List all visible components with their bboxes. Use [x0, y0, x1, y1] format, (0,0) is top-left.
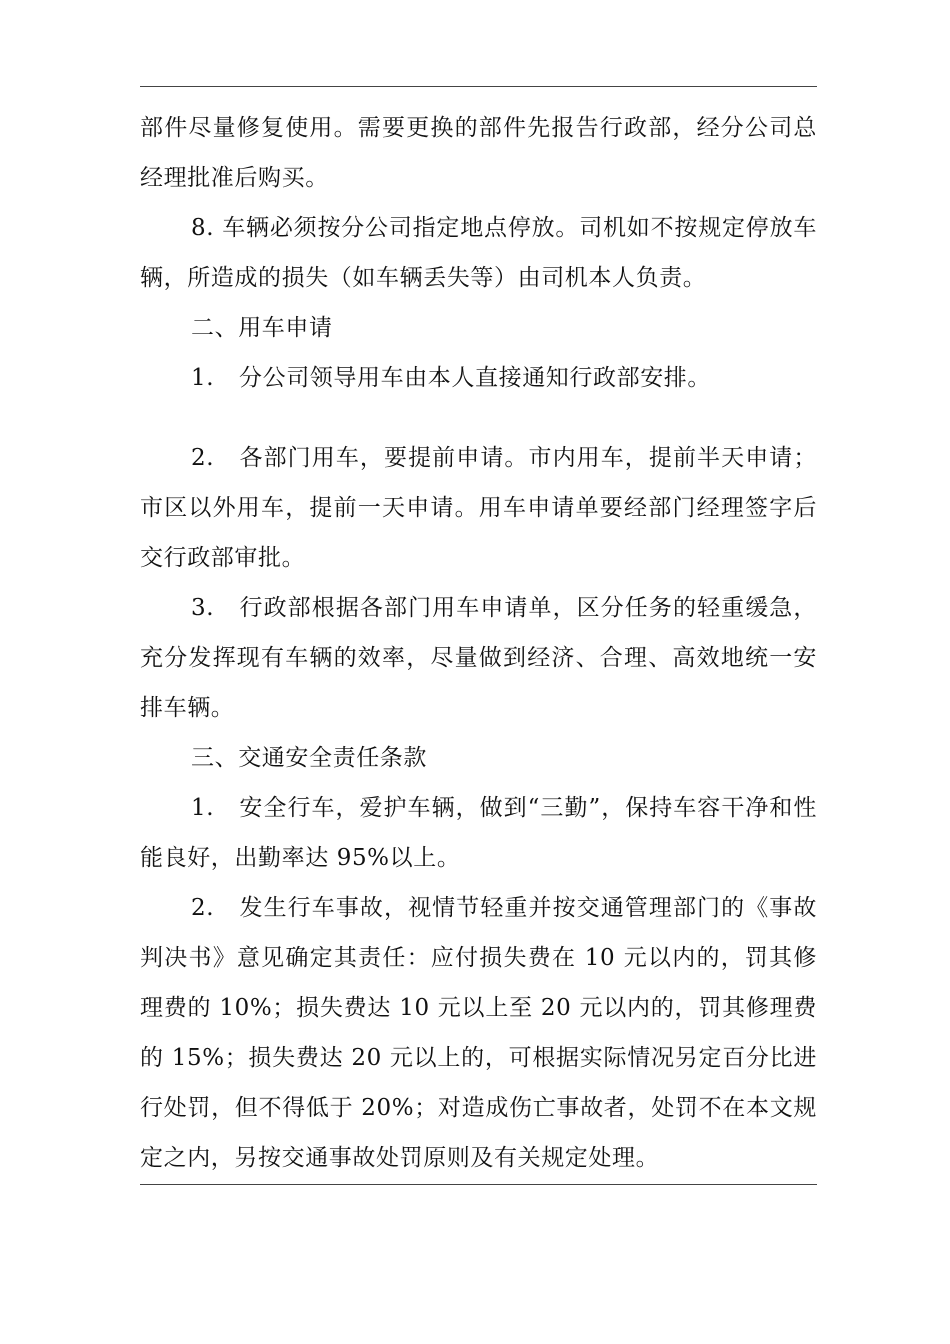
list-item [140, 883, 817, 1183]
header-rule [140, 86, 817, 87]
heading-text: 三、交通安全责任条款 [191, 745, 427, 771]
paragraph-text: 部件尽量修复使用。需要更换的部件先报告行政部，经分公司总经理批准后购买。 [140, 115, 817, 191]
list-item-number: 2. [191, 895, 215, 921]
paragraph-item-8 [140, 203, 817, 303]
list-item-number: 1. [191, 365, 215, 391]
list-item-text: 行政部根据各部门用车申请单，区分任务的轻重缓急，充分发挥现有车辆的效率，尽量做到经济、合理、高效地统一安排车辆。 [140, 595, 817, 721]
list-item-number: 1. [191, 795, 215, 821]
list-item [140, 783, 817, 883]
list-item-text: 各部门用车，要提前申请。市内用车，提前半天申请；市区以外用车，提前一天申请。用车申请单要经部门经理签字后交行政部审批。 [140, 445, 817, 571]
heading-text: 二、用车申请 [191, 315, 333, 341]
list-item-number: 3. [191, 595, 215, 621]
list-item [140, 583, 817, 733]
list-item [140, 353, 817, 403]
list-item-number: 2. [191, 445, 215, 471]
list-item-text: 分公司领导用车由本人直接通知行政部安排。 [239, 365, 711, 391]
section-heading-2 [140, 303, 817, 353]
footer-rule [140, 1184, 817, 1185]
document-body [140, 103, 817, 1183]
list-item [140, 433, 817, 583]
paragraph-text: 8. 车辆必须按分公司指定地点停放。司机如不按规定停放车辆，所造成的损失（如车辆丢失等）由司机本人负责。 [140, 215, 817, 291]
list-item-text: 发生行车事故，视情节轻重并按交通管理部门的《事故判决书》意见确定其责任：应付损失费在 10 元以内的，罚其修理费的 10%；损失费达 10 元以上至 20 元以内的，罚其修理费的 15%；损失费达 20 元以上的，可根据实际情况另定百分比进行处罚，但不得低于 20%；对造成伤亡事故者，处罚不在本文规定之内，另按交通事故处罚原则及有关规定处理。 [140, 895, 817, 1171]
list-item-text: 安全行车，爱护车辆，做到“三勤”，保持车容干净和性能良好，出勤率达 95%以上。 [140, 795, 817, 871]
section-heading-3 [140, 733, 817, 783]
paragraph-continuation [140, 103, 817, 203]
